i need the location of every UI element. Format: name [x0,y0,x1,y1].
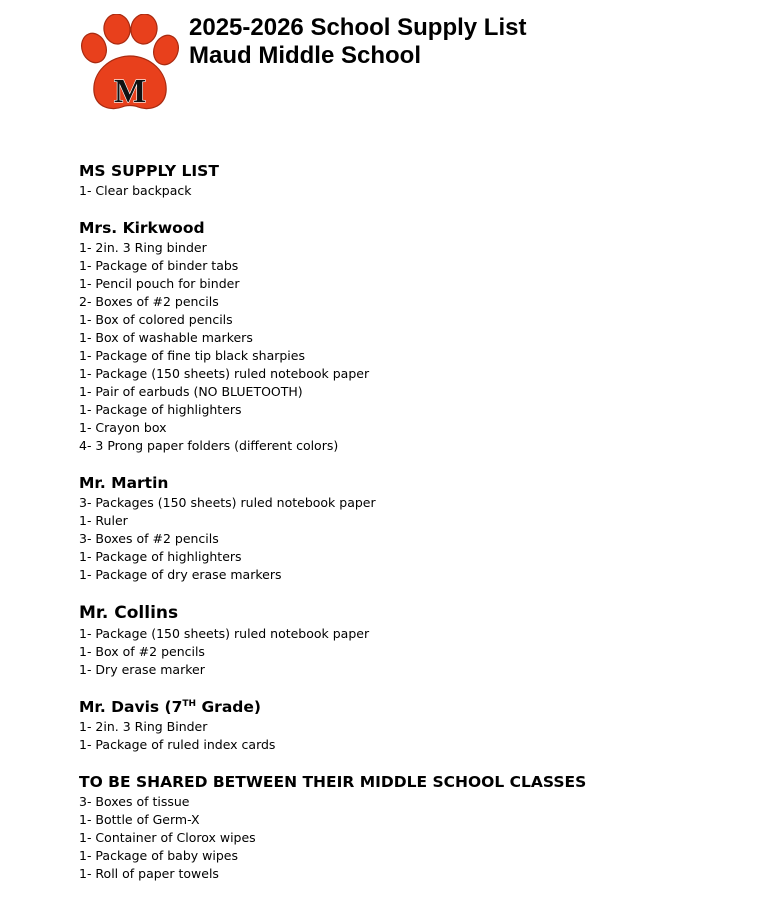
section-mrs-kirkwood [79,217,759,455]
list-item: 1- Pair of earbuds (NO BLUETOOTH) [79,384,303,399]
list-item: 1- Package of ruled index cards [79,737,276,752]
list-item: 1- Package of fine tip black sharpies [79,348,305,363]
list-item: 2- Boxes of #2 pencils [79,294,219,309]
list-item: 1- Crayon box [79,420,167,435]
supply-list-content [79,160,759,883]
section-mr-collins [79,601,759,679]
section-heading: Mr. Martin [79,474,169,492]
list-item: 3- Packages (150 sheets) ruled notebook paper [79,495,376,510]
item-list [79,793,759,883]
section-heading: Mrs. Kirkwood [79,219,205,237]
paw-print-icon [80,14,180,114]
list-item: 1- Package of highlighters [79,402,242,417]
list-item: 3- Boxes of #2 pencils [79,531,219,546]
list-item: 1- Ruler [79,513,128,528]
section-heading: MS SUPPLY LIST [79,162,219,180]
list-item: 1- Bottle of Germ-X [79,812,200,827]
list-item: 1- Roll of paper towels [79,866,219,881]
list-item: 4- 3 Prong paper folders (different colors) [79,438,339,453]
section-shared-supplies [79,771,759,883]
heading-suffix: Grade) [196,698,261,716]
list-item: 1- Package of baby wipes [79,848,238,863]
document-title [189,14,526,70]
heading-superscript: TH [182,698,197,709]
list-item: 3- Boxes of tissue [79,794,190,809]
list-item: 1- Box of #2 pencils [79,644,205,659]
section-heading: TO BE SHARED BETWEEN THEIR MIDDLE SCHOOL CLASSES [79,773,587,791]
logo-letter: M [113,73,147,110]
list-item: 1- 2in. 3 Ring Binder [79,719,208,734]
list-item: 1- Clear backpack [79,183,192,198]
item-list [79,494,759,584]
item-list [79,239,759,455]
item-list [79,718,759,754]
item-list [79,625,759,679]
list-item: 1- Dry erase marker [79,662,205,677]
section-mr-martin [79,472,759,584]
heading-prefix: Mr. Davis (7 [79,698,183,716]
list-item: 1- Package of dry erase markers [79,567,282,582]
list-item: 1- Package of highlighters [79,549,242,564]
school-logo-paw-icon [80,14,180,114]
list-item: 1- Box of colored pencils [79,312,233,327]
section-ms-supply-list [79,160,759,200]
list-item: 1- Package (150 sheets) ruled notebook paper [79,366,370,381]
title-line-school: Maud Middle School [189,42,421,69]
section-heading: Mr. Collins [79,603,179,623]
item-list [79,182,759,200]
section-mr-davis [79,696,759,754]
list-item: 1- Box of washable markers [79,330,253,345]
list-item: 1- 2in. 3 Ring binder [79,240,207,255]
list-item: 1- Container of Clorox wipes [79,830,256,845]
list-item: 1- Pencil pouch for binder [79,276,240,291]
title-line-year: 2025-2026 School Supply List [189,14,527,41]
list-item: 1- Package of binder tabs [79,258,239,273]
list-item: 1- Package (150 sheets) ruled notebook paper [79,626,370,641]
section-heading [79,696,759,718]
